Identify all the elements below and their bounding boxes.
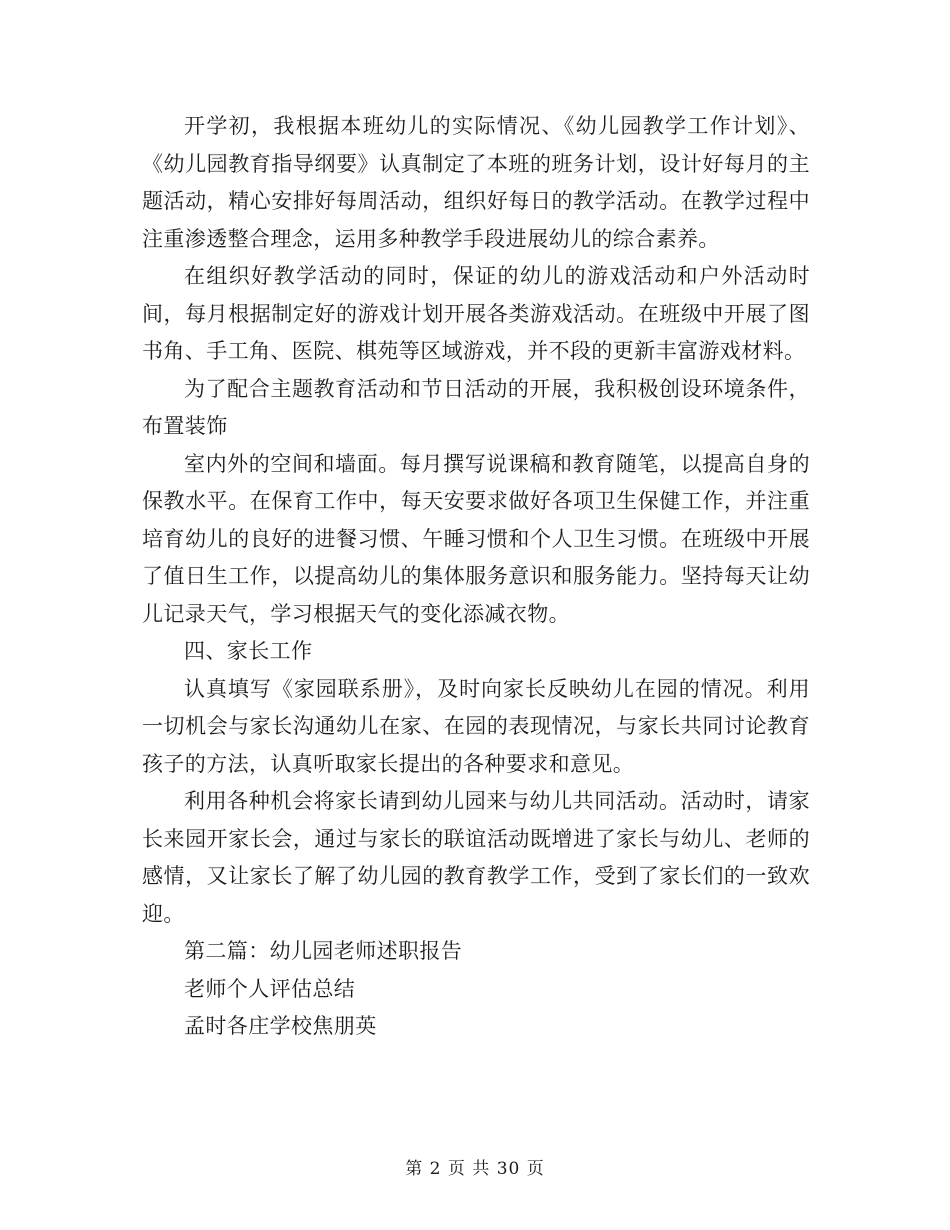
paragraph-care-work: 室内外的空间和墙面。每月撰写说课稿和教育随笔，以提高自身的保教水平。在保育工作中，每天安要求做好各项卫生保健工作，并注重培育幼儿的良好的进餐习惯、午睡习惯和个人卫生习惯。在班级中开展了值日生工作，以提高幼儿的集体服务意识和服务能力。坚持每天让幼儿记录天气，学习根据天气的变化添减衣物。 (142, 451, 810, 626)
paragraph-environment: 为了配合主题教育活动和节日活动的开展，我积极创设环境条件，布置装饰 (142, 376, 810, 438)
report-subtitle: 老师个人评估总结 (184, 976, 356, 1001)
paragraph-game-activities: 在组织好教学活动的同时，保证的幼儿的游戏活动和户外活动时间，每月根据制定好的游戏计划开展各类游戏活动。在班级中开展了图书角、手工角、医院、棋苑等区域游戏，并不段的更新丰富游戏材料。 (142, 264, 810, 363)
paragraph-teaching-plan: 开学初，我根据本班幼儿的实际情况、《幼儿园教学工作计划》、《幼儿园教育指导纲要》认真制定了本班的班务计划，设计好每月的主题活动，精心安排好每周活动，组织好每日的教学活动。在教学过程中注重渗透整合理念，运用多种教学手段进展幼儿的综合素养。 (142, 114, 810, 251)
paragraph-contact-book: 认真填写《家园联系册》，及时向家长反映幼儿在园的情况。利用一切机会与家长沟通幼儿在家、在园的表现情况，与家长共同讨论教育孩子的方法，认真听取家长提出的各种要求和意见。 (142, 676, 810, 776)
page-number-footer: 第 2 页 共 30 页 (405, 1159, 545, 1179)
paragraph-parent-activities: 利用各种机会将家长请到幼儿园来与幼儿共同活动。活动时，请家长来园开家长会，通过与家长的联谊活动既增进了家长与幼儿、老师的感情，又让家长了解了幼儿园的教育教学工作，受到了家长们的一致欢迎。 (142, 789, 810, 926)
document-body (142, 108, 810, 1046)
author-name: 孟时各庄学校焦朋英 (184, 1014, 377, 1038)
section-heading-parent-work: 四、家长工作 (184, 639, 313, 663)
chapter-title: 第二篇：幼儿园老师述职报告 (184, 939, 463, 963)
